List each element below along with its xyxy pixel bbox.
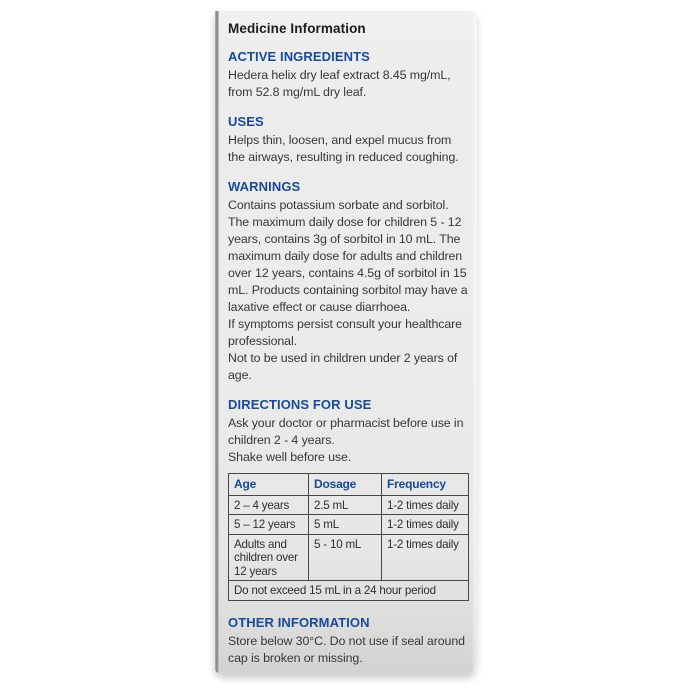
section-uses xyxy=(228,114,469,166)
section-heading-uses: USES xyxy=(228,114,264,129)
warnings-text-under-2-years: Not to be used in children under 2 years of age. xyxy=(228,351,458,382)
dosage-table-header-frequency: Frequency xyxy=(382,474,469,496)
dosage-table-header-dosage: Dosage xyxy=(309,474,382,496)
dosage-amount-5-12: 5 mL xyxy=(309,515,382,535)
dosage-table xyxy=(228,473,469,601)
uses-text: Helps thin, loosen, and expel mucus from the airways, resulting in reduced coughing. xyxy=(228,133,459,164)
section-heading-active-ingredients: ACTIVE INGREDIENTS xyxy=(228,49,370,64)
warnings-text-sorbitol: Contains potassium sorbate and sorbitol. The maximum daily dose for children 5 - 12 years, contains 3g of sorbitol in 10 mL. The maximum daily dose for adults and children over 12 years, contains 4.5g of sorbitol in 15 mL. Products containing sorbitol may have a laxative effect or cause diarrhoea. xyxy=(228,198,468,314)
dosage-amount-2-4: 2.5 mL xyxy=(309,495,382,515)
dosage-frequency-2-4: 1-2 times daily xyxy=(382,495,469,515)
dosage-age-5-12: 5 – 12 years xyxy=(229,515,309,535)
section-heading-directions-for-use: DIRECTIONS FOR USE xyxy=(228,397,372,412)
active-ingredients-text: Hedera helix dry leaf extract 8.45 mg/mL, from 52.8 mg/mL dry leaf. xyxy=(228,68,451,99)
table-row xyxy=(229,534,469,581)
dosage-frequency-adults: 1-2 times daily xyxy=(382,534,469,581)
section-other-information xyxy=(228,615,469,667)
dosage-table-header-age: Age xyxy=(229,474,309,496)
medicine-info-panel xyxy=(215,11,477,673)
directions-text-shake-well: Shake well before use. xyxy=(228,450,352,464)
section-warnings xyxy=(228,179,469,384)
dosage-age-2-4: 2 – 4 years xyxy=(229,495,309,515)
table-row xyxy=(229,495,469,515)
panel-content xyxy=(215,11,477,673)
table-footnote-row xyxy=(229,581,469,601)
dosage-age-adults: Adults and children over 12 years xyxy=(229,534,309,581)
dosage-frequency-5-12: 1-2 times daily xyxy=(382,515,469,535)
directions-text-ask-doctor: Ask your doctor or pharmacist before use in children 2 - 4 years. xyxy=(228,416,464,447)
dosage-amount-adults: 5 - 10 mL xyxy=(309,534,382,581)
section-heading-other-information: OTHER INFORMATION xyxy=(228,614,370,630)
table-row xyxy=(229,515,469,535)
section-directions-for-use xyxy=(228,397,469,466)
warnings-text-symptoms: If symptoms persist consult your healthcare professional. xyxy=(228,317,462,348)
other-information-text: Store below 30°C. Do not use if seal around cap is broken or missing. xyxy=(228,633,465,665)
section-heading-warnings: WARNINGS xyxy=(228,179,301,194)
dosage-table-footnote: Do not exceed 15 mL in a 24 hour period xyxy=(229,581,469,601)
dosage-table-header-row xyxy=(229,474,469,496)
panel-title: Medicine Information xyxy=(228,21,366,36)
section-active-ingredients xyxy=(228,49,469,101)
